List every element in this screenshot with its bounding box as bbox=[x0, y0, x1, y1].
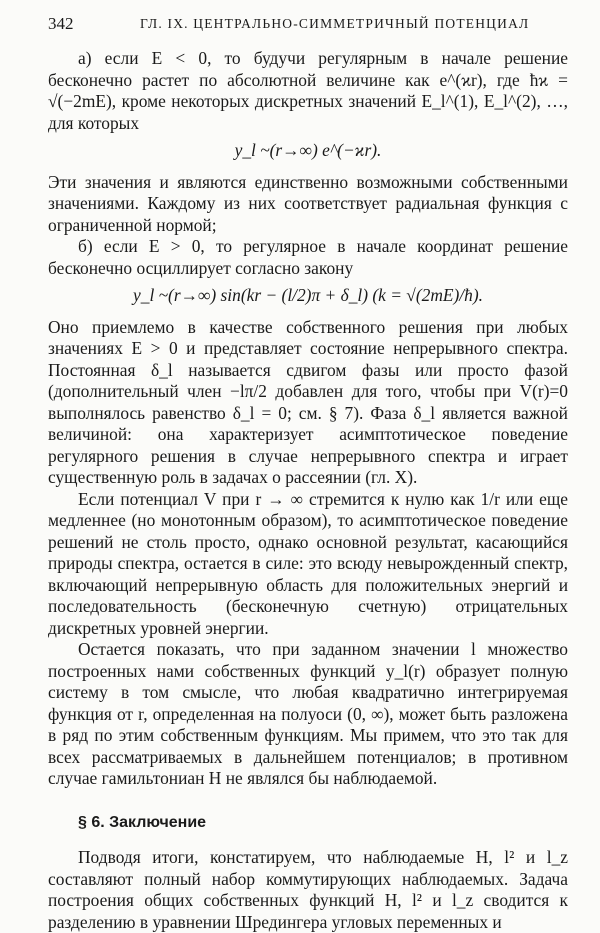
paragraph-case-b: б) если E > 0, то регулярное в начале координат решение бесконечно осциллирует согласно закону bbox=[48, 236, 568, 278]
running-title: ГЛ. IX. ЦЕНТРАЛЬНО-СИММЕТРИЧНЫЙ ПОТЕНЦИАЛ bbox=[140, 16, 530, 31]
paragraph-completeness: Остается показать, что при заданном значении l множество построенных нами собственных функций y_l(r) образует полную систему в том смысле, что любая квадратично интегрируемая функция от r, определенная на полуоси (0, ∞), может быть разложена в ряд по этим собственным функциям. Мы примем, что это так для всех рассматриваемых в дальнейшем потенциалов; в противном случае гамильтониан H не являлся бы наблюдаемой. bbox=[48, 639, 568, 788]
paragraph-conclusion: Подводя итоги, констатируем, что наблюдаемые H, l² и l_z составляют полный набор коммутирующих наблюдаемых. Задача построения общих собственных функций H, l² и l_z сводится к разделению в уравнении Шредингера угловых переменных и bbox=[48, 847, 568, 932]
formula-decay: y_l ~(r→∞) e^(−ϰr). bbox=[234, 140, 382, 160]
paragraph-case-a: а) если E < 0, то будучи регулярным в начале решение бесконечно растет по абсолютной величине как e^(ϰr), где ħϰ = √(−2mE), кроме некоторых дискретных значений E_l^(1), E_l^(2), …, для которых bbox=[48, 48, 568, 133]
formula-oscillation: y_l ~(r→∞) sin(kr − (l/2)π + δ_l) (k = √(2mE)/ħ). bbox=[133, 285, 483, 305]
paragraph-phase-shift: Оно приемлемо в качестве собственного решения при любых значениях E > 0 и представляет состояние непрерывного спектра. Постоянная δ_l называется сдвигом фазы или просто фазой (дополнительный член −lπ/2 добавлен для того, чтобы при V(r)=0 выполнялось равенство δ_l = 0; см. § 7). Фаза δ_l является важной величиной: она характеризует асимптотическое поведение регулярного решения в случае непрерывного спектра и играет существенную роль в задачах о рассеянии (гл. X). bbox=[48, 316, 568, 487]
page-number: 342 bbox=[48, 14, 74, 33]
paragraph-coulomb-case: Если потенциал V при r → ∞ стремится к нулю как 1/r или еще медленнее (но монотонным образом), то асимптотическое поведение решений не столь просто, однако основной результат, касающийся природы спектра, остается в силе: это всюду невырожденный спектр, включающий непрерывную область для положительных энергий и последовательность (бесконечную счетную) отрицательных дискретных уровней энергии. bbox=[48, 488, 568, 638]
section-heading: § 6. Заключение bbox=[78, 813, 207, 831]
paragraph-eigenvalues: Эти значения и являются единственно возможными собственными значениями. Каждому из них соответствует радиальная функция с ограниченной нормой; bbox=[48, 171, 568, 235]
body-text bbox=[48, 48, 568, 933]
page-header bbox=[48, 14, 560, 38]
